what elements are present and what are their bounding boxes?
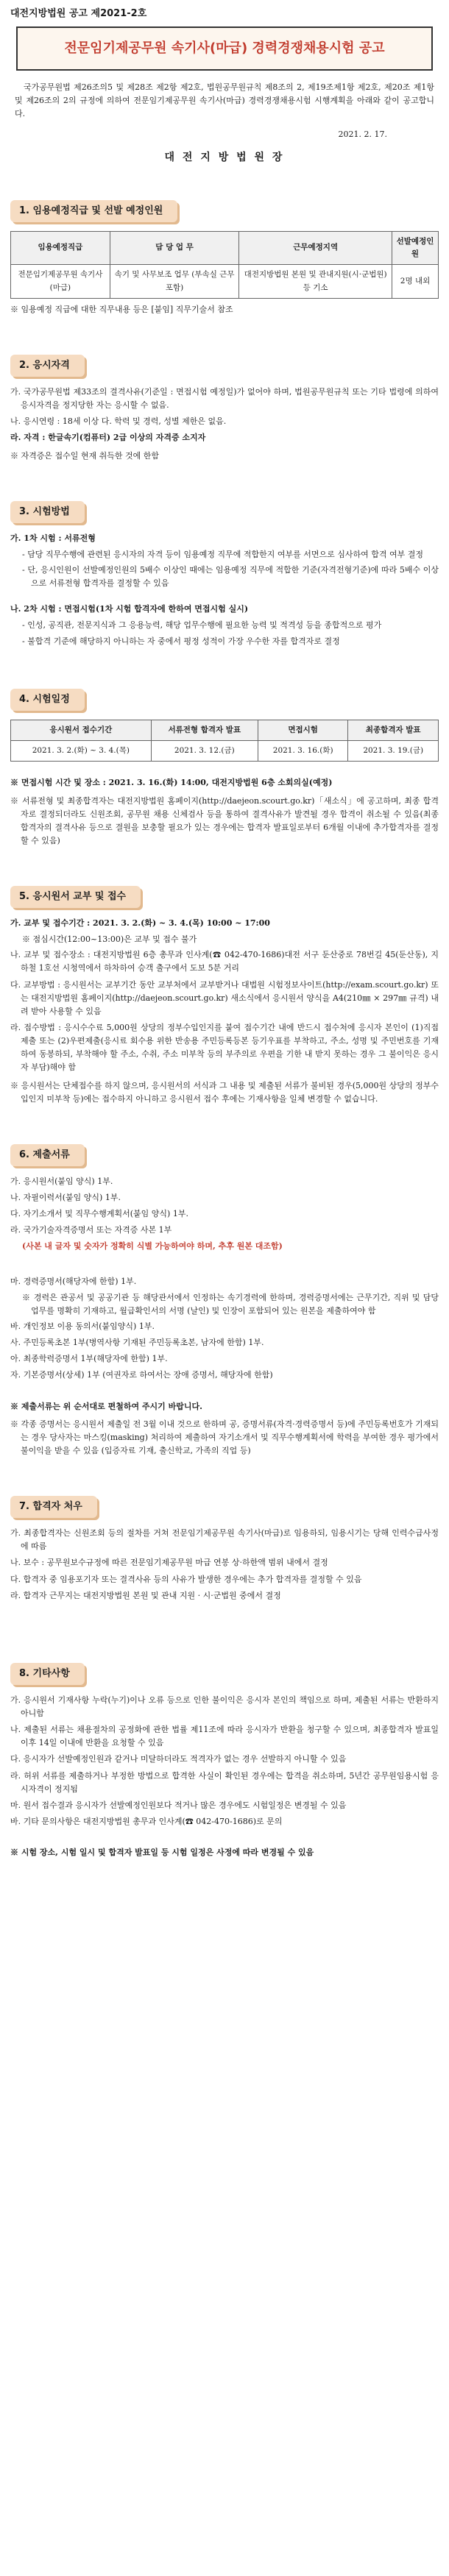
issuer: 대 전 지 방 법 원 장: [164, 151, 285, 163]
application-ra-note: ※ 응시원서는 단체접수를 하지 않으며, 응시원서의 서식과 그 내용 및 제출된 서류가 불비된 경우(5,000원 상당의 정부수입인지 미부착 등)에는 접수하지 아니하고 응시원서 접수 후에는 기재사항을 일체 변경할 수 없습니다.: [10, 1080, 439, 1104]
misc-item: 바. 기타 문의사항은 대전지방법원 총무과 인사계(☎ 042-470-1686)로 문의: [10, 1816, 283, 1826]
section-title: 시험방법: [32, 506, 70, 518]
table-cell: 대전지방법원 본원 및 관내지원(시·군법원)등 기소: [239, 265, 392, 299]
application-ga-note: ※ 점심시간(12:00~13:00)은 교부 및 접수 불가: [22, 934, 197, 945]
section-title: 시험일정: [32, 694, 70, 706]
table-cell: 속기 및 사무보조 업무 (부속실 근무 포함): [110, 265, 239, 299]
misc-item: 라. 허위 서류를 제출하거나 부정한 방법으로 합격한 사실이 확인된 경우에는 합격을 취소하며, 5년간 공무원임용시험 응시자격이 정지됨: [10, 1770, 439, 1794]
documents-general-note: ※ 각종 증명서는 응시원서 제출일 전 3월 이내 것으로 한하며 공, 증명서류(자격·경력증명서 등)에 주민등록번호가 기재되는 경우 당사자는 마스킹(masking) 처리하여 제출하여 자기소개서 및 직무수행계획서에 학력을 부여한 경우 평가에서 불이익을 받을 수 있음 (입증자료 기재, 출신학교, 가족의 직업 등): [10, 1419, 439, 1455]
section-number: 2.: [19, 360, 29, 372]
table-header-cell: 최종합격자 발표: [348, 720, 439, 740]
section-number: 1.: [19, 205, 29, 216]
exam-na-2: - 불합격 기준에 해당하지 아니하는 자 중에서 평정 성적이 가장 우수한 자를 합격자로 결정: [22, 636, 340, 646]
documents-item: 라. 국가기술자격증명서 또는 자격증 사본 1부: [10, 1225, 172, 1235]
application-ga: 가. 교부 및 접수기간 : 2021. 3. 2.(화) ~ 3. 4.(목) 10:00 ~ 17:00: [10, 918, 270, 929]
intro-paragraph: 국가공무원법 제26조의5 및 제28조 제2항 제2호, 법원공무원규칙 제8조의 2, 제19조제1항 제2호, 제20조 제1항 및 제26조의 2의 규정에 의하여 전문임기제공무원 속기사(마급) 경력경쟁채용시험 시행계획을 아래와 같이 공고합니다.: [15, 82, 434, 119]
application-da: 다. 교부방법 : 응시원서는 교부기간 동안 교부처에서 교부받거나 대법원 시험정보사이트(http://exam.scourt.go.kr) 또는 대전지방법원 홈페이지(http://daejeon.scourt.go.kr) 새소식에서 응시원서 양식을 A4(210㎜ × 297㎜ 규격) 내려 받아 사용할 수 있음: [10, 979, 439, 1016]
documents-item: 아. 최종학력증명서 1부(해당자에 한함) 1부.: [10, 1354, 168, 1364]
exam-na-1: - 인성, 공직관, 전문지식과 그 응용능력, 해당 업무수행에 필요한 능력 및 적격성 등을 종합적으로 평가: [22, 620, 382, 631]
table-cell: 2021. 3. 12.(금): [151, 741, 258, 762]
section-6-header: [10, 1144, 85, 1166]
schedule-table: [10, 720, 439, 762]
section-title: 기타사항: [32, 1668, 70, 1680]
eligibility-note: ※ 자격증은 접수일 현재 취득한 것에 한함: [10, 450, 159, 461]
section-title: 합격자 처우: [32, 1501, 82, 1513]
position-note: ※ 임용예정 직급에 대한 직무내용 등은 [붙임] 직무기술서 참조: [10, 304, 233, 314]
misc-item: 나. 제출된 서류는 채용절차의 공정화에 관한 법률 제11조에 따라 응시자가 반환을 청구할 수 있으며, 최종합격자 발표일 이후 14일 이내에 반환을 요청할 수 있음: [10, 1725, 439, 1748]
table-header-row: [11, 720, 439, 740]
section-8-header: [10, 1663, 85, 1685]
section-1-header: [10, 200, 177, 222]
notice-number: 대전지방법원 공고 제2021-2호: [10, 8, 147, 19]
table-row: [11, 741, 439, 762]
table-header-cell: 임용예정직급: [11, 231, 110, 265]
notice-date: 2021. 2. 17.: [338, 129, 387, 140]
documents-item: 마. 경력증명서(해당자에 한함) 1부.: [10, 1276, 137, 1286]
table-cell: 2021. 3. 2.(화) ~ 3. 4.(목): [11, 741, 152, 762]
schedule-note-2: ※ 서류전형 및 최종합격자는 대전지방법원 홈페이지(http://daejeon.scourt.go.kr)「새소식」에 공고하며, 최종 합격자로 결정되더라도 신원조회, 공무원 채용 신체검사 등을 통하여 결격사유가 발견될 경우 합격이 취소될 수 있음(최종 합격자의 결격사유 등으로 결원을 보충할 필요가 있는 경우에는 합격자 발표일로부터 6개월 이내에 추가합격자를 결정할 수 있음): [10, 795, 439, 845]
table-header-cell: 근무예정지역: [239, 231, 392, 265]
exam-ga-1: - 담당 직무수행에 관련된 응시자의 자격 등이 임용예정 직무에 적합한지 여부를 서면으로 심사하여 합격 여부 결정: [22, 549, 423, 559]
misc-item: 가. 응시원서 기재사항 누락(누기)이나 오류 등으로 인한 불이익은 응시자 본인의 책임으로 하며, 제출된 서류는 반환하지 아니함: [10, 1695, 439, 1718]
table-header-row: [11, 231, 439, 265]
misc-item: 다. 응시자가 선발예정인원과 같거나 미달하더라도 적격자가 없는 경우 선발하지 아니할 수 있음: [10, 1754, 347, 1764]
table-cell: 2021. 3. 16.(화): [258, 741, 348, 762]
title-box: [16, 26, 433, 71]
exam-ga-title: 가. 1차 시험 : 서류전형: [10, 533, 96, 543]
table-cell: 2명 내외: [392, 265, 439, 299]
documents-item: 가. 응시원서(붙임 양식) 1부.: [10, 1176, 113, 1186]
treatment-item: 라. 합격자 근무지는 대전지방법원 본원 및 관내 지원 · 시·군법원 중에서 결정: [10, 1590, 281, 1600]
documents-item: 나. 자필이력서(붙임 양식) 1부.: [10, 1193, 121, 1203]
table-header-cell: 응시원서 접수기간: [11, 720, 152, 740]
documents-item: 바. 개인정보 이용 동의서(붙임양식) 1부.: [10, 1321, 155, 1332]
eligibility-ra: 라. 자격 : 한글속기(컴퓨터) 2급 이상의 자격증 소지자: [10, 433, 206, 443]
table-cell: 2021. 3. 19.(금): [348, 741, 439, 762]
schedule-note-1: ※ 면접시험 시간 및 장소 : 2021. 3. 16.(화) 14:00, 대전지방법원 6층 소회의실(예정): [10, 778, 333, 788]
documents-item: ※ 경력은 관공서 및 공공기관 등 해당관서에서 인정하는 속기경력에 한하며, 경력증명서에는 근무기간, 직위 및 담당업무를 명확히 기재하고, 월급확인서의 서명 (날인) 및 인장이 포함되어 있는 원본을 제출하여야 함: [22, 1292, 439, 1316]
section-number: 8.: [19, 1668, 29, 1680]
table-header-cell: 선발예정인원: [392, 231, 439, 265]
section-5-header: [10, 886, 141, 908]
misc-final-note: ※ 시험 장소, 시험 일시 및 합격자 발표일 등 시험 일정은 사정에 따라 변경될 수 있음: [10, 1848, 314, 1858]
eligibility-ga: 가. 국가공무원법 제33조의 결격사유(기준일 : 면접시험 예정일)가 없어야 하며, 법원공무원규칙 또는 기타 법령에 의하여 응시자격을 정지당한 자는 응시할 수 없음.: [10, 387, 439, 411]
section-number: 7.: [19, 1501, 29, 1513]
documents-item: 사. 주민등록초본 1부(병역사항 기재된 주민등록초본, 남자에 한함) 1부.: [10, 1338, 264, 1348]
table-row: [11, 265, 439, 299]
position-table: [10, 231, 439, 299]
treatment-item: 다. 합격자 중 임용포기자 또는 결격사유 등의 사유가 발생한 경우에는 추가 합격자를 결정할 수 있음: [10, 1574, 362, 1584]
treatment-item: 나. 보수 : 공무원보수규정에 따른 전문임기제공무원 마급 연봉 상·하한액 범위 내에서 결정: [10, 1558, 328, 1568]
section-number: 5.: [19, 891, 29, 903]
table-header-cell: 담 당 업 무: [110, 231, 239, 265]
misc-item: 마. 원서 접수결과 응시자가 선발예정인원보다 적거나 많은 경우에도 시험일정은 변경될 수 있음: [10, 1800, 347, 1810]
application-ra: 라. 접수방법 : 응시수수료 5,000원 상당의 정부수입인지를 붙여 접수기간 내에 반드시 접수처에 응시자 본인이 (1)직접 제출 또는 (2)우편제출(응시료 회수용 위한 반송용 주민등록등본 등기우표를 부착하고, 주소, 성명 및 주민번호를 기재하여 동봉하되, 부착해야 할 주소, 수취, 주소 미부착 등의 부주의로 우편을 기한 내 받지 못하는 경우 그 불이익은 응시자 부담)해야 함: [10, 1023, 439, 1073]
table-header-cell: 서류전형 합격자 발표: [151, 720, 258, 740]
table-cell: 전문임기제공무원 속기사(마급): [11, 265, 110, 299]
section-3-header: [10, 501, 85, 523]
section-title: 제출서류: [32, 1149, 70, 1161]
eligibility-na: 나. 응시연령 : 18세 이상 다. 학력 및 경력, 성별 제한은 없음.: [10, 416, 227, 427]
section-4-header: [10, 689, 85, 711]
exam-na-title: 나. 2차 시험 : 면접시험(1차 시험 합격자에 한하여 면접시험 실시): [10, 604, 249, 614]
page-title: 전문임기제공무원 속기사(마급) 경력경쟁채용시험 공고: [64, 40, 385, 57]
treatment-item: 가. 최종합격자는 신원조회 등의 절차를 거쳐 전문임기제공무원 속기사(마급)로 임용하되, 임용시기는 당해 인력수급사정에 따름: [10, 1528, 439, 1552]
documents-item: 자. 기본증명서(상세) 1부 (여권자로 하여서는 장애 증명서, 해당자에 한함): [10, 1370, 273, 1380]
section-2-header: [10, 355, 85, 377]
documents-ra-note: (사본 내 글자 및 숫자가 정확히 식별 가능하여야 하며, 추후 원본 대조함): [22, 1241, 283, 1252]
section-number: 3.: [19, 506, 29, 518]
documents-order-note: ※ 제출서류는 위 순서대로 편철하여 주시기 바랍니다.: [10, 1401, 202, 1411]
section-title: 응시자격: [32, 360, 70, 372]
section-number: 4.: [19, 694, 29, 706]
application-na: 나. 교부 및 접수장소 : 대전지방법원 6층 총무과 인사계(☎ 042-470-1686)대전 서구 둔산중로 78번길 45(둔산동), 지하철 1호선 시청역에서 하차하여 승객 출구에서 도보 5분 거리: [10, 950, 439, 973]
section-title: 임용예정직급 및 선발 예정인원: [32, 205, 163, 216]
section-7-header: [10, 1496, 97, 1518]
table-header-cell: 면접시험: [258, 720, 348, 740]
documents-item: 다. 자기소개서 및 직무수행계획서(붙임 양식) 1부.: [10, 1209, 188, 1219]
exam-ga-2: - 단, 응시인원이 선발예정인원의 5배수 이상인 때에는 임용예정 직무에 적합한 기준(자격전형기준)에 따라 5배수 이상으로 서류전형 합격자를 결정할 수 있음: [22, 565, 439, 589]
section-number: 6.: [19, 1149, 29, 1161]
section-title: 응시원서 교부 및 접수: [32, 891, 127, 903]
